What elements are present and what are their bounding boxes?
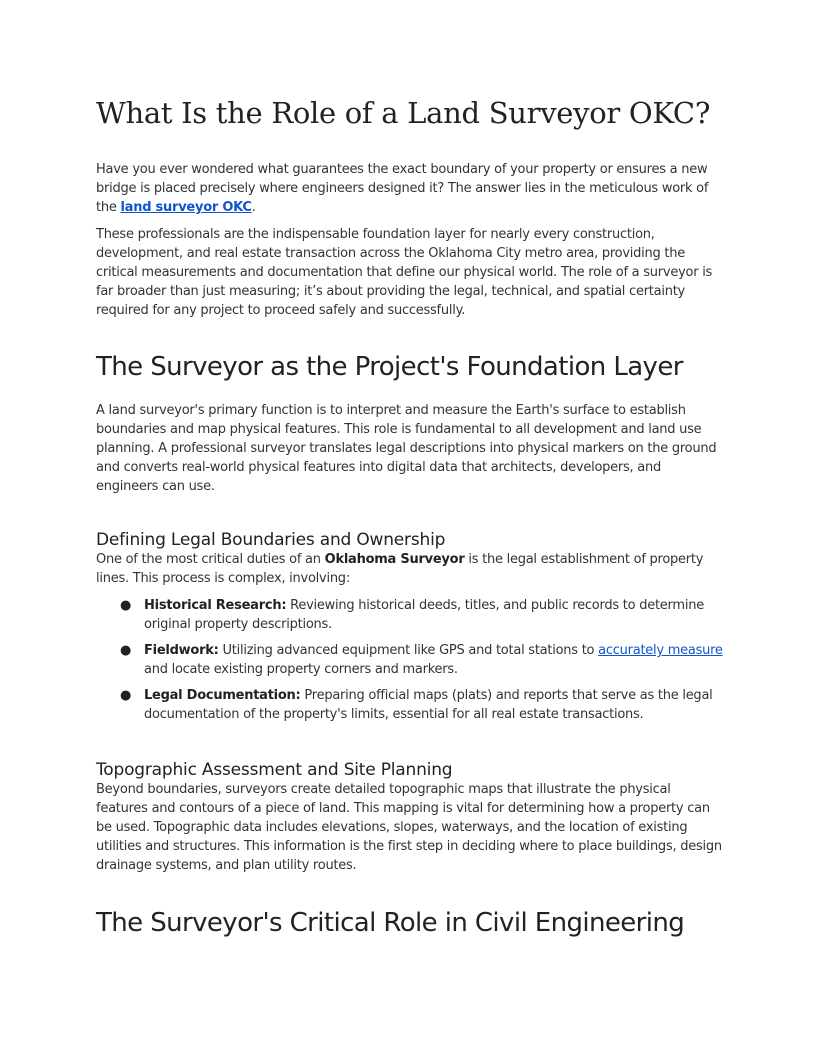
- foundation-paragraph: A land surveyor's primary function is to interpret and measure the Earth's surface to establish boundaries and map physical features. This role is fundamental to all development and land use planning. A professional surveyor translates legal descriptions into physical markers on the ground and converts real-world physical features into digital data that architects, developers, and engineers can use.: [96, 403, 717, 494]
- bullet-list: [96, 596, 726, 731]
- list-item: [96, 596, 726, 634]
- list-item: [96, 686, 726, 724]
- subheading-topographic: Topographic Assessment and Site Planning: [96, 760, 453, 780]
- bullet-icon: ●: [120, 643, 132, 658]
- intro-paragraph-1: [96, 160, 726, 217]
- bullet-text: and locate existing property corners and markers.: [144, 662, 458, 677]
- intro-paragraph-2: These professionals are the indispensable foundation layer for nearly every construction, development, and real estate transaction across the Oklahoma City metro area, providing the critical measurements and documentation that define our physical world. The role of a surveyor is far broader than just measuring; it’s about providing the legal, technical, and spatial certainty required for any project to proceed safely and successfully.: [96, 227, 713, 318]
- bullet-label: Legal Documentation:: [144, 688, 301, 703]
- legal-text-pre: One of the most critical duties of an: [96, 552, 325, 567]
- section-heading-foundation: The Surveyor as the Project's Foundation Layer: [96, 352, 683, 382]
- intro-text: Have you ever wondered what guarantees the exact boundary of your property or ensures a new bridge is placed precisely where engineers designed it? The answer lies in the meticulous work of the: [96, 162, 709, 215]
- legal-text-post: is the legal establishment of property lines. This process is complex, involving:: [96, 552, 704, 586]
- land-surveyor-okc-link[interactable]: land surveyor OKC: [120, 200, 252, 215]
- bullet-text: Utilizing advanced equipment like GPS and total stations to: [218, 643, 599, 658]
- accurately-measure-link[interactable]: accurately measure: [598, 643, 723, 658]
- bullet-text: Preparing official maps (plats) and reports that serve as the legal documentation of the property's limits, essential for all real estate transactions.: [144, 688, 713, 722]
- topographic-paragraph: Beyond boundaries, surveyors create detailed topographic maps that illustrate the physical features and contours of a piece of land. This mapping is vital for determining how a property can be used. Topographic data includes elevations, slopes, waterways, and the location of existing utilities and structures. This information is the first step in deciding where to place buildings, design drainage systems, and plan utility routes.: [96, 782, 722, 873]
- bullet-label: Historical Research:: [144, 598, 287, 613]
- bullet-label: Fieldwork:: [144, 643, 219, 658]
- subheading-legal-boundaries: Defining Legal Boundaries and Ownership: [96, 530, 446, 550]
- list-item: [96, 641, 726, 679]
- intro-end: .: [251, 200, 256, 215]
- bullet-text: Reviewing historical deeds, titles, and public records to determine original property descriptions.: [144, 598, 704, 632]
- bullet-icon: ●: [120, 688, 132, 703]
- section-heading-civil-engineering: The Surveyor's Critical Role in Civil Engineering: [96, 908, 685, 938]
- legal-boundaries-paragraph: [96, 550, 726, 588]
- bullet-icon: ●: [120, 598, 132, 613]
- page-title: What Is the Role of a Land Surveyor OKC?: [96, 96, 711, 130]
- oklahoma-surveyor-bold: Oklahoma Surveyor: [324, 552, 465, 567]
